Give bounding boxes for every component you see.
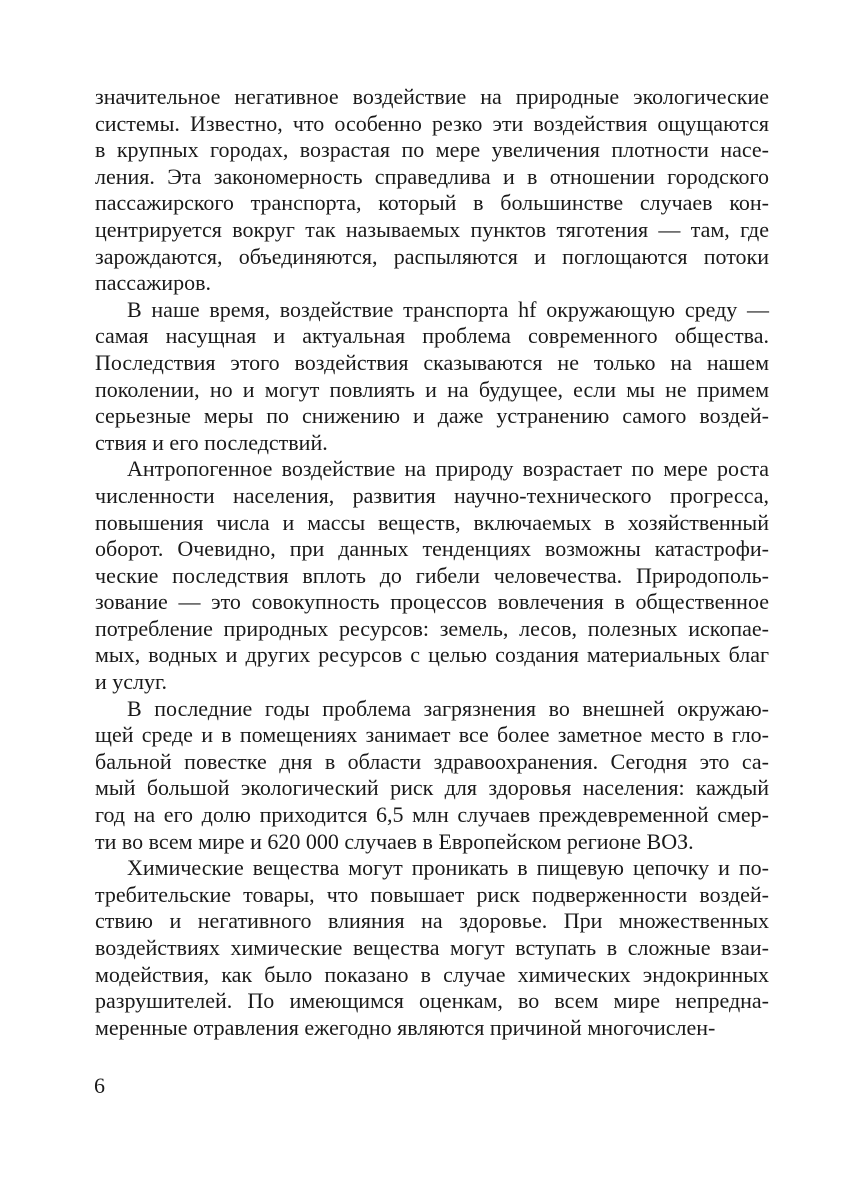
text-line: ствию и негативного влияния на здоровье. При множественных	[95, 908, 769, 934]
text-line: мых, водных и других ресурсов с целью создания материальных благ	[95, 642, 769, 668]
page-number: 6	[94, 1073, 105, 1098]
text-line: меренные отравления ежегодно являются причиной многочислен-	[95, 1014, 716, 1040]
paragraph	[95, 696, 769, 856]
text-line: Химические вещества могут проникать в пищевую цепочку и по-	[127, 855, 769, 881]
text-line: пассажиров.	[95, 270, 211, 296]
text-line: потребление природных ресурсов: земель, лесов, полезных ископае-	[95, 615, 769, 641]
text-line: воздействиях химические вещества могут вступать в сложные взаи-	[95, 935, 769, 960]
text-line: численности населения, развития научно-технического прогресса,	[95, 482, 769, 508]
text-line: значительное негативное воздействие на природные экологические	[95, 84, 769, 109]
text-line: зарождаются, объединяются, распыляются и поглощаются потоки	[95, 243, 769, 269]
text-line: разрушителей. По имеющимся оценкам, во всем мире непредна-	[95, 988, 769, 1014]
text-line: центрируется вокруг так называемых пунктов тяготения — там, где	[95, 216, 769, 242]
paragraph	[95, 456, 769, 695]
text-line: системы. Известно, что особенно резко эти воздействия ощущаются	[95, 110, 769, 136]
text-line: ствия и его последствий.	[95, 429, 328, 455]
text-line: Антропогенное воздействие на природу возрастает по мере роста	[127, 456, 769, 482]
text-line: Последствия этого воздействия сказываются не только на нашем	[95, 349, 769, 375]
text-line: щей среде и в помещениях занимает все более заметное место в гло-	[95, 722, 769, 748]
body-text	[95, 84, 769, 1041]
text-line: бальной повестке дня в области здравоохранения. Сегодня это са-	[95, 748, 769, 774]
text-line: ления. Эта закономерность справедлива и в отношении городского	[95, 163, 769, 189]
text-line: самая насущная и актуальная проблема современного общества.	[95, 323, 769, 349]
text-line: В наше время, воздействие транспорта hf окружающую среду —	[127, 296, 769, 322]
text-line: в крупных городах, возрастая по мере увеличения плотности насе-	[95, 137, 769, 163]
paragraph	[95, 84, 769, 297]
text-line: мый большой экологический риск для здоровья населения: каждый	[95, 775, 769, 801]
text-line: и услуг.	[95, 669, 168, 695]
text-line: ти во всем мире и 620 000 случаев в Европейском регионе ВОЗ.	[95, 828, 694, 854]
text-line: поколении, но и могут повлиять и на будущее, если мы не примем	[95, 376, 769, 402]
paragraph	[95, 297, 769, 457]
text-line: оборот. Очевидно, при данных тенденциях возможны катастрофи-	[95, 536, 769, 562]
text-line: ческие последствия вплоть до гибели человечества. Природополь-	[95, 562, 769, 588]
text-line: модействия, как было показано в случае химических эндокринных	[95, 961, 769, 987]
text-line: В последние годы проблема загрязнения во внешней окружаю-	[127, 695, 769, 721]
text-line: пассажирского транспорта, который в большинстве случаев кон-	[95, 190, 769, 216]
text-line: год на его долю приходится 6,5 млн случаев преждевременной смер-	[95, 802, 769, 828]
paragraph	[95, 855, 769, 1041]
text-line: зование — это совокупность процессов вовлечения в общественное	[95, 589, 769, 615]
text-line: требительские товары, что повышает риск подверженности воздей-	[95, 881, 769, 907]
text-line: повышения числа и массы веществ, включаемых в хозяйственный	[95, 509, 769, 535]
text-line: серьезные меры по снижению и даже устранению самого воздей-	[95, 403, 769, 429]
